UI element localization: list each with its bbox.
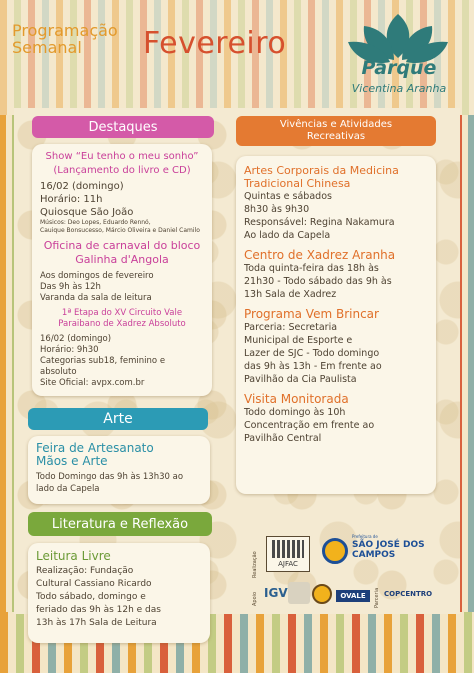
ajfac-logo: AJFAC [266,536,310,572]
feira-title: Feira de Artesanato Mãos e Arte [36,441,154,468]
visita-title: Visita Monitorada [244,392,349,406]
logo-name: Parque [361,57,437,79]
feira-details: Todo Domingo das 9h às 13h30 ao lado da Capela [36,472,184,494]
show-title: Show “Eu tenho o meu sonho” (Lançamento do livro e CD) [45,151,199,176]
prefeitura-name: SÃO JOSÉ DOS CAMPOS [352,540,425,560]
month-title: Fevereiro [143,26,287,61]
building-icon [272,540,304,558]
oficina-details: Aos domingos de fevereiro Das 9h às 12h Varanda da sala de leitura [40,271,154,303]
apoio-label: Apoio [252,591,258,606]
destaques-tab: Destaques [32,116,214,138]
visita-details: Todo domingo às 10h Concentração em frente ao Pavilhão Central [244,407,375,444]
destaques-box [32,144,212,396]
arte-box [28,436,210,504]
sponsor-round-icon [312,584,332,604]
literatura-box [28,543,210,643]
copcentro-logo: COPCENTRO [384,590,433,598]
xadrez-center-details: Toda quinta-feira das 18h às 21h30 - Todo sábado das 9h às 13h Sala de Xadrez [244,263,392,300]
program-label: Programação Semanal [12,21,118,57]
vivencias-box [236,156,436,494]
ovale-logo: OVALE [336,590,370,602]
vivencias-tab: Vivências e Atividades Recreativas [236,116,436,146]
brincar-details: Parceria: Secretaria Municipal de Esporte e Lazer de SJC - Todo domingo das 9h às 13h - Em frente ao Pavilhão da Cia Paulista [244,322,382,385]
leitura-details: Realização: Fundação Cultural Cassiano Ricardo Todo sábado, domingo e feriado das 9h às 12h e das 13h às 17h Sala de Leitura [36,566,161,628]
sun-emblem-icon [322,538,348,564]
oficina-title: Oficina de carnaval do bloco Galinha d'Angola [43,239,201,266]
xadrez-circuit-title: 1ª Etapa do XV Circuito Vale Paraibano de Xadrez Absoluto [58,308,186,329]
artes-title: Artes Corporais da Medicina Tradicional Chinesa [244,164,399,190]
realizacao-label: Realização [252,551,258,578]
xadrez-center-title: Centro de Xadrez Aranha [244,248,396,262]
sponsors-area [252,532,452,622]
xadrez-circuit-details: 16/02 (domingo) Horário: 9h30 Categorias sub18, feminino e absoluto Site Oficial: avpx.com.br [40,334,166,388]
logo-subtitle: Vicentina Aranha [351,82,447,95]
sponsor-badge-icon [288,582,310,604]
artes-details: Quintas e sábados 8h30 às 9h30 Responsável: Regina Nakamura Ao lado da Capela [244,191,395,241]
arte-tab: Arte [28,408,208,430]
parceria-label: Parceria [374,587,380,608]
brincar-title: Programa Vem Brincar [244,307,379,321]
literatura-tab: Literatura e Reflexão [28,512,212,536]
leitura-title: Leitura Livre [36,549,111,563]
prefeitura-small: Prefeitura de [352,534,378,539]
show-details: 16/02 (domingo) Horário: 11h Quiosque São João [40,181,134,218]
show-musicians: Músicos: Deo Lopes, Eduardo Rennó, Cauique Bonsucesso, Márcio Oliveira e Daniel Camilo [40,219,200,234]
icv-logo: IGV [264,586,288,600]
